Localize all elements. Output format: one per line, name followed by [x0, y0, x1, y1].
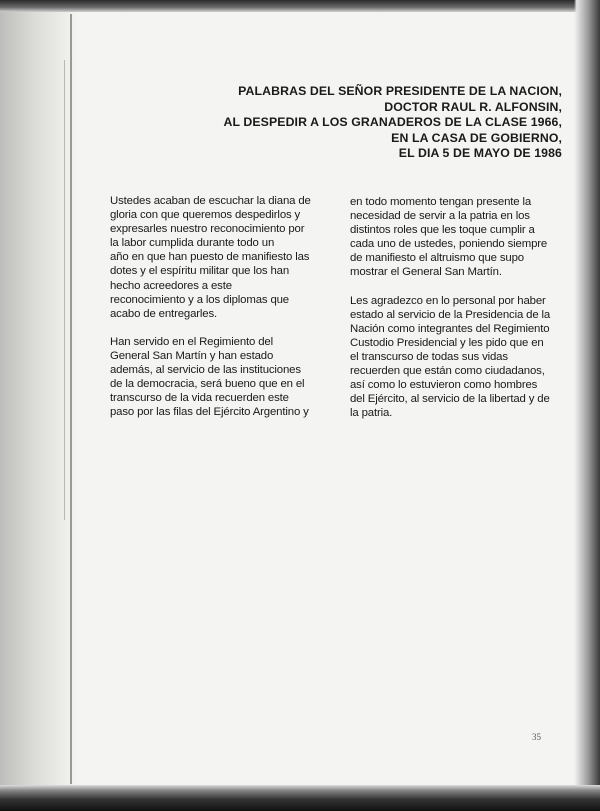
heading-line: DOCTOR RAUL R. ALFONSIN,	[384, 99, 562, 114]
text-line: cada uno de ustedes, poniendo siempre	[350, 238, 548, 251]
text-line: del Ejército, al servicio de la libertad y de	[350, 393, 550, 406]
scan-left-edge	[0, 0, 78, 811]
text-line: Nación como integrantes del Regimiento	[350, 322, 550, 335]
text-line: así como lo estuvieron como hombres	[350, 379, 538, 392]
binding-line-faint	[64, 60, 65, 520]
text-line: Custodio Presidencial y les pido que en	[350, 336, 544, 349]
text-line: paso por las filas del Ejército Argentino y	[110, 406, 309, 419]
text-line: necesidad de servir a la patria en los	[350, 210, 530, 223]
text-line: acabo de entregarles.	[110, 307, 218, 320]
paragraph	[110, 194, 338, 321]
text-line: dotes y el espíritu militar que los han	[110, 265, 290, 278]
text-line: Han servido en el Regimiento del	[110, 335, 273, 348]
binding-line	[70, 14, 72, 784]
paragraph	[350, 195, 578, 280]
heading-line: AL DESPEDIR A LOS GRANADEROS DE LA CLASE 1966,	[223, 115, 562, 130]
text-line: transcurso de la vida recuerden este	[110, 392, 289, 405]
text-line: gloria con que queremos despedirlos y	[110, 209, 301, 222]
text-line: Les agradezco en lo personal por haber	[350, 294, 546, 307]
text-line: el transcurso de todas sus vidas	[350, 350, 508, 363]
right-column	[350, 195, 578, 434]
text-line: estado al servicio de la Presidencia de la	[350, 308, 551, 321]
paragraph	[110, 335, 338, 420]
text-line: General San Martín y han estado	[110, 349, 274, 362]
heading-line: PALABRAS DEL SEÑOR PRESIDENTE DE LA NACION,	[238, 84, 562, 98]
text-line: distintos roles que les toque cumplir a	[350, 224, 535, 237]
left-column	[110, 194, 338, 433]
page-number: 35	[532, 732, 541, 742]
text-line: reconocimiento y a los diplomas que	[110, 293, 289, 306]
text-line: en todo momento tengan presente la	[350, 196, 532, 208]
heading-line: EL DIA 5 DE MAYO DE 1986	[398, 146, 562, 161]
text-line: mostrar el General San Martín.	[350, 266, 502, 279]
text-line: año en que han puesto de manifiesto las	[110, 251, 310, 264]
speech-heading	[142, 84, 562, 162]
scan-top-edge	[0, 0, 600, 12]
text-line: recuerden que están como ciudadanos,	[350, 365, 545, 378]
text-line: la labor cumplida durante todo un	[110, 237, 275, 250]
text-line: expresarles nuestro reconocimiento por	[110, 223, 305, 236]
text-line: de manifiesto el altruismo que supo	[350, 252, 524, 265]
heading-line: EN LA CASA DE GOBIERNO,	[391, 130, 562, 145]
text-line: de la democracia, será bueno que en el	[110, 378, 305, 391]
text-line: la patria.	[350, 407, 393, 420]
paragraph	[350, 294, 578, 421]
text-line: Ustedes acaban de escuchar la diana de	[110, 195, 311, 207]
text-line: además, al servicio de las instituciones	[110, 364, 301, 377]
text-line: hecho acreedores a este	[110, 279, 232, 292]
scan-bottom-edge	[0, 785, 600, 811]
